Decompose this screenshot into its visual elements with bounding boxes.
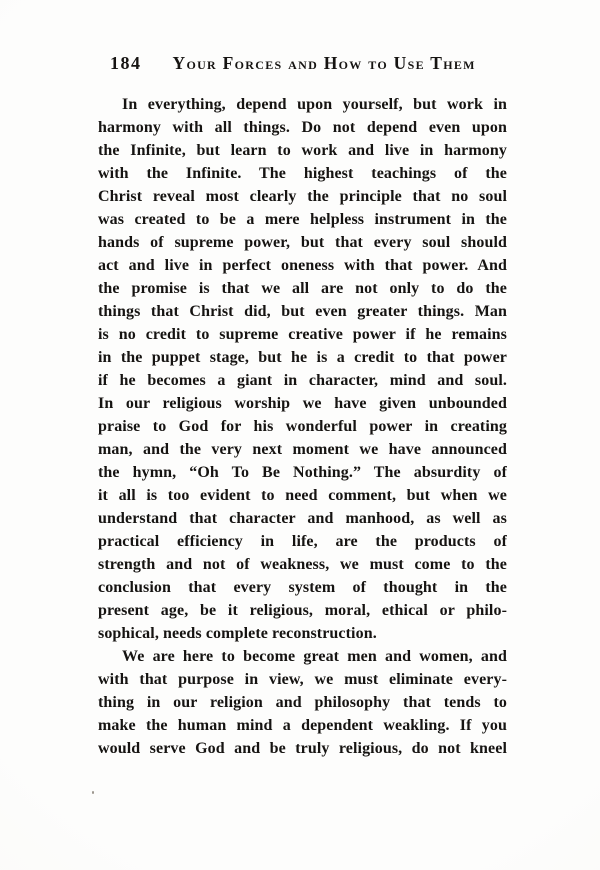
text-line: understand that character and manhood, as well as — [98, 510, 507, 527]
text-line: act and live in perfect oneness with that power. And — [98, 257, 507, 274]
text-line: In everything, depend upon yourself, but work in — [122, 96, 507, 113]
scan-artifact-speck — [92, 791, 94, 794]
text-line: man, and the very next moment we have announced — [98, 441, 507, 458]
text-block — [98, 93, 507, 760]
text-line: it all is too evident to need comment, but when we — [98, 487, 507, 504]
text-line: Christ reveal most clearly the principle that no soul — [98, 188, 507, 205]
text-line: present age, be it religious, moral, ethical or philo- — [98, 602, 507, 619]
text-line: things that Christ did, but even greater things. Man — [98, 303, 507, 320]
running-header — [110, 53, 510, 74]
text-line: the promise is that we all are not only to do the — [98, 280, 507, 297]
text-line: We are here to become great men and women, and — [122, 648, 507, 665]
text-line: praise to God for his wonderful power in creating — [98, 418, 507, 435]
text-line: with that purpose in view, we must eliminate every- — [98, 671, 507, 688]
text-line: the Infinite, but learn to work and live in harmony — [98, 142, 507, 159]
text-line: would serve God and be truly religious, do not kneel — [98, 740, 507, 757]
text-line: make the human mind a dependent weakling. If you — [98, 717, 507, 734]
text-line: In our religious worship we have given unbounded — [98, 395, 507, 412]
running-title: Your Forces and How to Use Them — [172, 53, 476, 73]
text-line: conclusion that every system of thought in the — [98, 579, 507, 596]
text-line: strength and not of weakness, we must come to the — [98, 556, 507, 573]
text-line: harmony with all things. Do not depend even upon — [98, 119, 507, 136]
text-line: in the puppet stage, but he is a credit to that power — [98, 349, 507, 366]
text-line: practical efficiency in life, are the products of — [98, 533, 507, 550]
text-line: thing in our religion and philosophy that tends to — [98, 694, 507, 711]
page-number: 184 — [110, 53, 142, 73]
text-line: if he becomes a giant in character, mind and soul. — [98, 372, 507, 389]
text-line: is no credit to supreme creative power if he remains — [98, 326, 507, 343]
text-line: hands of supreme power, but that every soul should — [98, 234, 507, 251]
text-line: was created to be a mere helpless instrument in the — [98, 211, 507, 228]
text-line: sophical, needs complete reconstruction. — [98, 625, 377, 642]
text-line: with the Infinite. The highest teachings of the — [98, 165, 507, 182]
text-line: the hymn, “Oh To Be Nothing.” The absurdity of — [98, 464, 507, 481]
